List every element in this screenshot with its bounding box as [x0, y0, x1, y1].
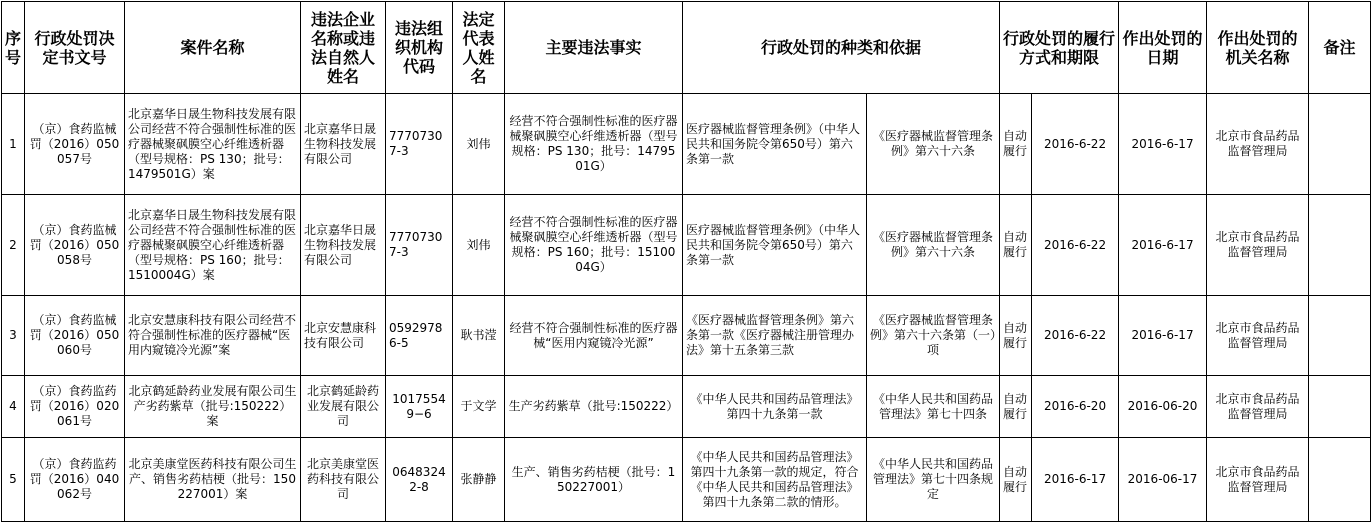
- cell-facts: 经营不符合强制性标准的医疗器械聚砜膜空心纤维透析器（型号规格：PS 160；批号：1510004G）: [505, 195, 683, 296]
- header-violator: 违法企业名称或违法自然人姓名: [301, 2, 386, 94]
- cell-case: 北京美康堂医药科技有限公司生产、销售劣药桔梗（批号：150227001）案: [125, 438, 301, 522]
- cell-docno: （京）食药监械罚（2016）050060号: [25, 296, 125, 376]
- table-row: [2, 438, 1371, 522]
- cell-rep: 刘伟: [453, 195, 505, 296]
- header-docno: 行政处罚决定书文号: [25, 2, 125, 94]
- cell-method: 自动履行: [1000, 438, 1032, 522]
- cell-violator: 北京美康堂医药科技有限公司: [301, 438, 386, 522]
- cell-remark: [1309, 94, 1371, 195]
- cell-deadline: 2016-6-22: [1032, 296, 1119, 376]
- header-method: 行政处罚的履行方式和期限: [1000, 2, 1119, 94]
- cell-orgcode: 06483242-8: [386, 438, 453, 522]
- cell-rep: 于文学: [453, 376, 505, 438]
- cell-facts: 生产劣药紫草（批号:150222）: [505, 376, 683, 438]
- cell-deadline: 2016-6-20: [1032, 376, 1119, 438]
- cell-date: 2016-6-17: [1119, 296, 1207, 376]
- cell-docno: （京）食药监药罚（2016）040062号: [25, 438, 125, 522]
- table-row: [2, 195, 1371, 296]
- cell-violator: 北京安慧康科技有限公司: [301, 296, 386, 376]
- cell-case: 北京安慧康科技有限公司经营不符合强制性标准的医疗器械“医用内窥镜冷光源”案: [125, 296, 301, 376]
- cell-deadline: 2016-6-17: [1032, 438, 1119, 522]
- cell-docno: （京）食药监药罚（2016）020061号: [25, 376, 125, 438]
- table-row: [2, 94, 1371, 195]
- table-row: [2, 376, 1371, 438]
- cell-kind: 《医疗器械监督管理条例》第六条第一款《医疗器械注册管理办法》第十五条第三款: [683, 296, 867, 376]
- cell-method: 自动履行: [1000, 94, 1032, 195]
- header-orgcode: 违法组织机构代码: [386, 2, 453, 94]
- cell-deadline: 2016-6-22: [1032, 195, 1119, 296]
- cell-docno: （京）食药监械罚（2016）050057号: [25, 94, 125, 195]
- cell-seq: 5: [2, 438, 25, 522]
- cell-case: 北京嘉华日晟生物科技发展有限公司经营不符合强制性标准的医疗器械聚砜膜空心纤维透析器（型号规格：PS 130；批号：1479501G）案: [125, 94, 301, 195]
- cell-method: 自动履行: [1000, 376, 1032, 438]
- header-remark: 备注: [1309, 2, 1371, 94]
- penalty-table: [1, 1, 1371, 522]
- cell-orgcode: 77707307-3: [386, 195, 453, 296]
- cell-violator: 北京鹤延龄药业发展有限公司: [301, 376, 386, 438]
- cell-rep: 张静静: [453, 438, 505, 522]
- header-authority: 作出处罚的机关名称: [1207, 2, 1309, 94]
- header-facts: 主要违法事实: [505, 2, 683, 94]
- cell-date: 2016-06-20: [1119, 376, 1207, 438]
- cell-remark: [1309, 296, 1371, 376]
- cell-authority: 北京市食品药品监督管理局: [1207, 296, 1309, 376]
- cell-case: 北京嘉华日晟生物科技发展有限公司经营不符合强制性标准的医疗器械聚砜膜空心纤维透析器（型号规格：PS 160；批号：1510004G）案: [125, 195, 301, 296]
- cell-rep: 刘伟: [453, 94, 505, 195]
- cell-orgcode: 10175549−6: [386, 376, 453, 438]
- cell-basis: 《中华人民共和国药品管理法》第七十四条: [867, 376, 1000, 438]
- header-kind-basis: 行政处罚的种类和依据: [683, 2, 1000, 94]
- cell-violator: 北京嘉华日晟生物科技发展有限公司: [301, 195, 386, 296]
- cell-deadline: 2016-6-22: [1032, 94, 1119, 195]
- cell-authority: 北京市食品药品监督管理局: [1207, 195, 1309, 296]
- cell-case: 北京鹤延龄药业发展有限公司生产劣药紫草（批号:150222）案: [125, 376, 301, 438]
- header-date: 作出处罚的日期: [1119, 2, 1207, 94]
- cell-date: 2016-06-17: [1119, 438, 1207, 522]
- cell-authority: 北京市食品药品监督管理局: [1207, 438, 1309, 522]
- cell-seq: 1: [2, 94, 25, 195]
- cell-kind: 《中华人民共和国药品管理法》第四十九条第一款的规定，符合《中华人民共和国药品管理法》第四十九条第二款的情形。: [683, 438, 867, 522]
- cell-remark: [1309, 438, 1371, 522]
- cell-remark: [1309, 376, 1371, 438]
- cell-seq: 4: [2, 376, 25, 438]
- cell-seq: 2: [2, 195, 25, 296]
- cell-orgcode: 05929786-5: [386, 296, 453, 376]
- cell-remark: [1309, 195, 1371, 296]
- header-seq: 序号: [2, 2, 25, 94]
- header-row: [2, 2, 1371, 94]
- cell-basis: 《中华人民共和国药品管理法》第七十四条规定: [867, 438, 1000, 522]
- cell-method: 自动履行: [1000, 195, 1032, 296]
- cell-basis: 《医疗器械监督管理条例》第六十六条第（一）项: [867, 296, 1000, 376]
- cell-kind: 医疗器械监督管理条例》（中华人民共和国务院令第650号）第六条第一款: [683, 195, 867, 296]
- table-row: [2, 296, 1371, 376]
- cell-orgcode: 77707307-3: [386, 94, 453, 195]
- header-case: 案件名称: [125, 2, 301, 94]
- cell-method: 自动履行: [1000, 296, 1032, 376]
- cell-docno: （京）食药监械罚（2016）050058号: [25, 195, 125, 296]
- cell-rep: 耿书滢: [453, 296, 505, 376]
- cell-basis: 《医疗器械监督管理条例》第六十六条: [867, 94, 1000, 195]
- cell-authority: 北京市食品药品监督管理局: [1207, 94, 1309, 195]
- cell-facts: 生产、销售劣药桔梗（批号：150227001）: [505, 438, 683, 522]
- cell-authority: 北京市食品药品监督管理局: [1207, 376, 1309, 438]
- cell-facts: 经营不符合强制性标准的医疗器械聚砜膜空心纤维透析器（型号规格：PS 130；批号：1479501G）: [505, 94, 683, 195]
- cell-kind: 《中华人民共和国药品管理法》第四十九条第一款: [683, 376, 867, 438]
- cell-kind: 医疗器械监督管理条例》（中华人民共和国务院令第650号）第六条第一款: [683, 94, 867, 195]
- header-rep: 法定代表人姓名: [453, 2, 505, 94]
- cell-seq: 3: [2, 296, 25, 376]
- cell-basis: 《医疗器械监督管理条例》第六十六条: [867, 195, 1000, 296]
- cell-facts: 经营不符合强制性标准的医疗器械“医用内窥镜冷光源”: [505, 296, 683, 376]
- cell-date: 2016-6-17: [1119, 94, 1207, 195]
- cell-violator: 北京嘉华日晟生物科技发展有限公司: [301, 94, 386, 195]
- cell-date: 2016-6-17: [1119, 195, 1207, 296]
